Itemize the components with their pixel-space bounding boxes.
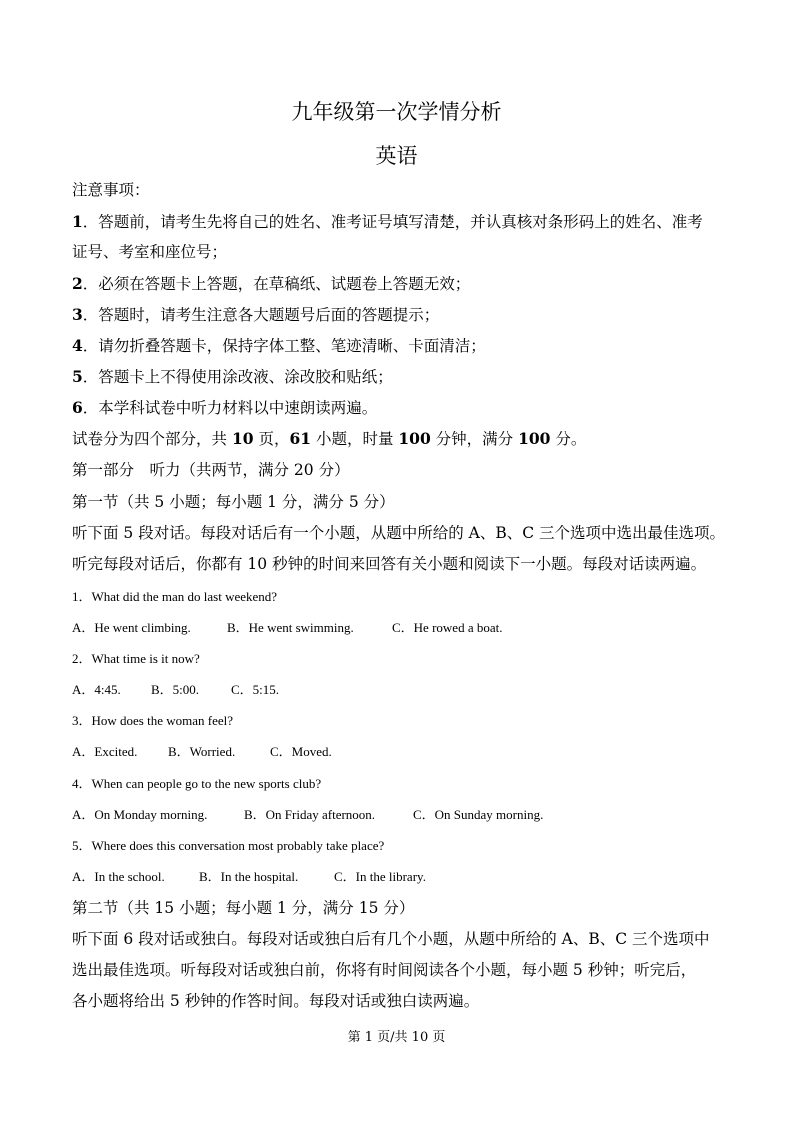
question-2: 2．What time is it now?: [72, 651, 200, 666]
option-c: C．He rowed a boat.: [392, 620, 503, 635]
section1-heading: 第一节（共 5 小题；每小题 1 分，满分 5 分）: [72, 493, 395, 511]
option-b: B．5:00.: [151, 682, 200, 697]
part1-heading: 第一部分 听力（共两节，满分 20 分）: [72, 461, 350, 479]
notice-item-1-cont: 证号、考室和座位号；: [72, 243, 228, 261]
option-a: A．4:45.: [72, 682, 121, 697]
option-a: A．On Monday morning.: [72, 807, 208, 822]
page-number: 第 1 页/共 10 页: [347, 1030, 446, 1045]
option-b: B．He went swimming.: [227, 620, 354, 635]
section1-instruction-cont: 听完每段对话后，你都有 10 秒钟的时间来回答有关小题和阅读下一小题。每段对话读两遍。: [72, 555, 707, 573]
question-1: 1．What did the man do last weekend?: [72, 589, 278, 604]
option-c: C．On Sunday morning.: [413, 807, 544, 822]
option-b: B．Worried.: [168, 744, 236, 759]
exam-title: 九年级第一次学情分析: [291, 100, 502, 124]
section2-instruction-cont2: 各小题将给出 5 秒钟的作答时间。每段对话或独白读两遍。: [72, 992, 480, 1010]
option-a: A．In the school.: [72, 869, 165, 884]
section2-heading: 第二节（共 15 小题；每小题 1 分，满分 15 分）: [72, 899, 415, 917]
exam-summary: 试卷分为四个部分，共 10 页，61 小题，时量 100 分钟，满分 100 分。: [72, 429, 587, 448]
notice-heading: 注意事项：: [72, 181, 150, 199]
option-a: A．He went climbing.: [72, 620, 191, 635]
option-b: B．On Friday afternoon.: [244, 807, 376, 822]
section2-instruction-cont: 选出最佳选项。听每段对话或独白前，你将有时间阅读各个小题，每小题 5 秒钟；听完后，: [72, 961, 697, 979]
subject-title: 英语: [375, 144, 418, 168]
question-5: 5．Where does this conversation most probably take place?: [72, 838, 385, 853]
question-4: 4．When can people go to the new sports club?: [72, 776, 322, 791]
notice-item-5: 5．答题卡上不得使用涂改液、涂改胶和贴纸；: [72, 367, 393, 386]
question-3: 3．How does the woman feel?: [72, 713, 234, 728]
question-5-options: [72, 866, 426, 885]
option-c: C．5:15.: [231, 682, 280, 697]
question-2-options: [72, 679, 279, 698]
notice-item-2: 2．必须在答题卡上答题，在草稿纸、试题卷上答题无效；: [72, 274, 471, 293]
option-c: C．In the library.: [334, 869, 426, 884]
notice-item-6: 6．本学科试卷中听力材料以中速朗读两遍。: [72, 398, 378, 417]
notice-item-1: 1．答题前，请考生先将自己的姓名、准考证号填写清楚，并认真核对条形码上的姓名、准考: [72, 212, 703, 231]
question-3-options: [72, 741, 332, 760]
question-4-options: [72, 804, 543, 823]
question-1-options: [72, 617, 502, 636]
section1-instruction: 听下面 5 段对话。每段对话后有一个小题，从题中所给的 A、B、C 三个选项中选出最佳选项。: [72, 524, 726, 542]
option-a: A．Excited.: [72, 744, 138, 759]
option-b: B．In the hospital.: [199, 869, 299, 884]
notice-item-4: 4．请勿折叠答题卡，保持字体工整、笔迹清晰、卡面清洁；: [72, 336, 486, 355]
notice-item-3: 3．答题时，请考生注意各大题题号后面的答题提示；: [72, 305, 440, 324]
option-c: C．Moved.: [270, 744, 332, 759]
section2-instruction: 听下面 6 段对话或独白。每段对话或独白后有几个小题，从题中所给的 A、B、C 三个选项中: [72, 930, 710, 948]
